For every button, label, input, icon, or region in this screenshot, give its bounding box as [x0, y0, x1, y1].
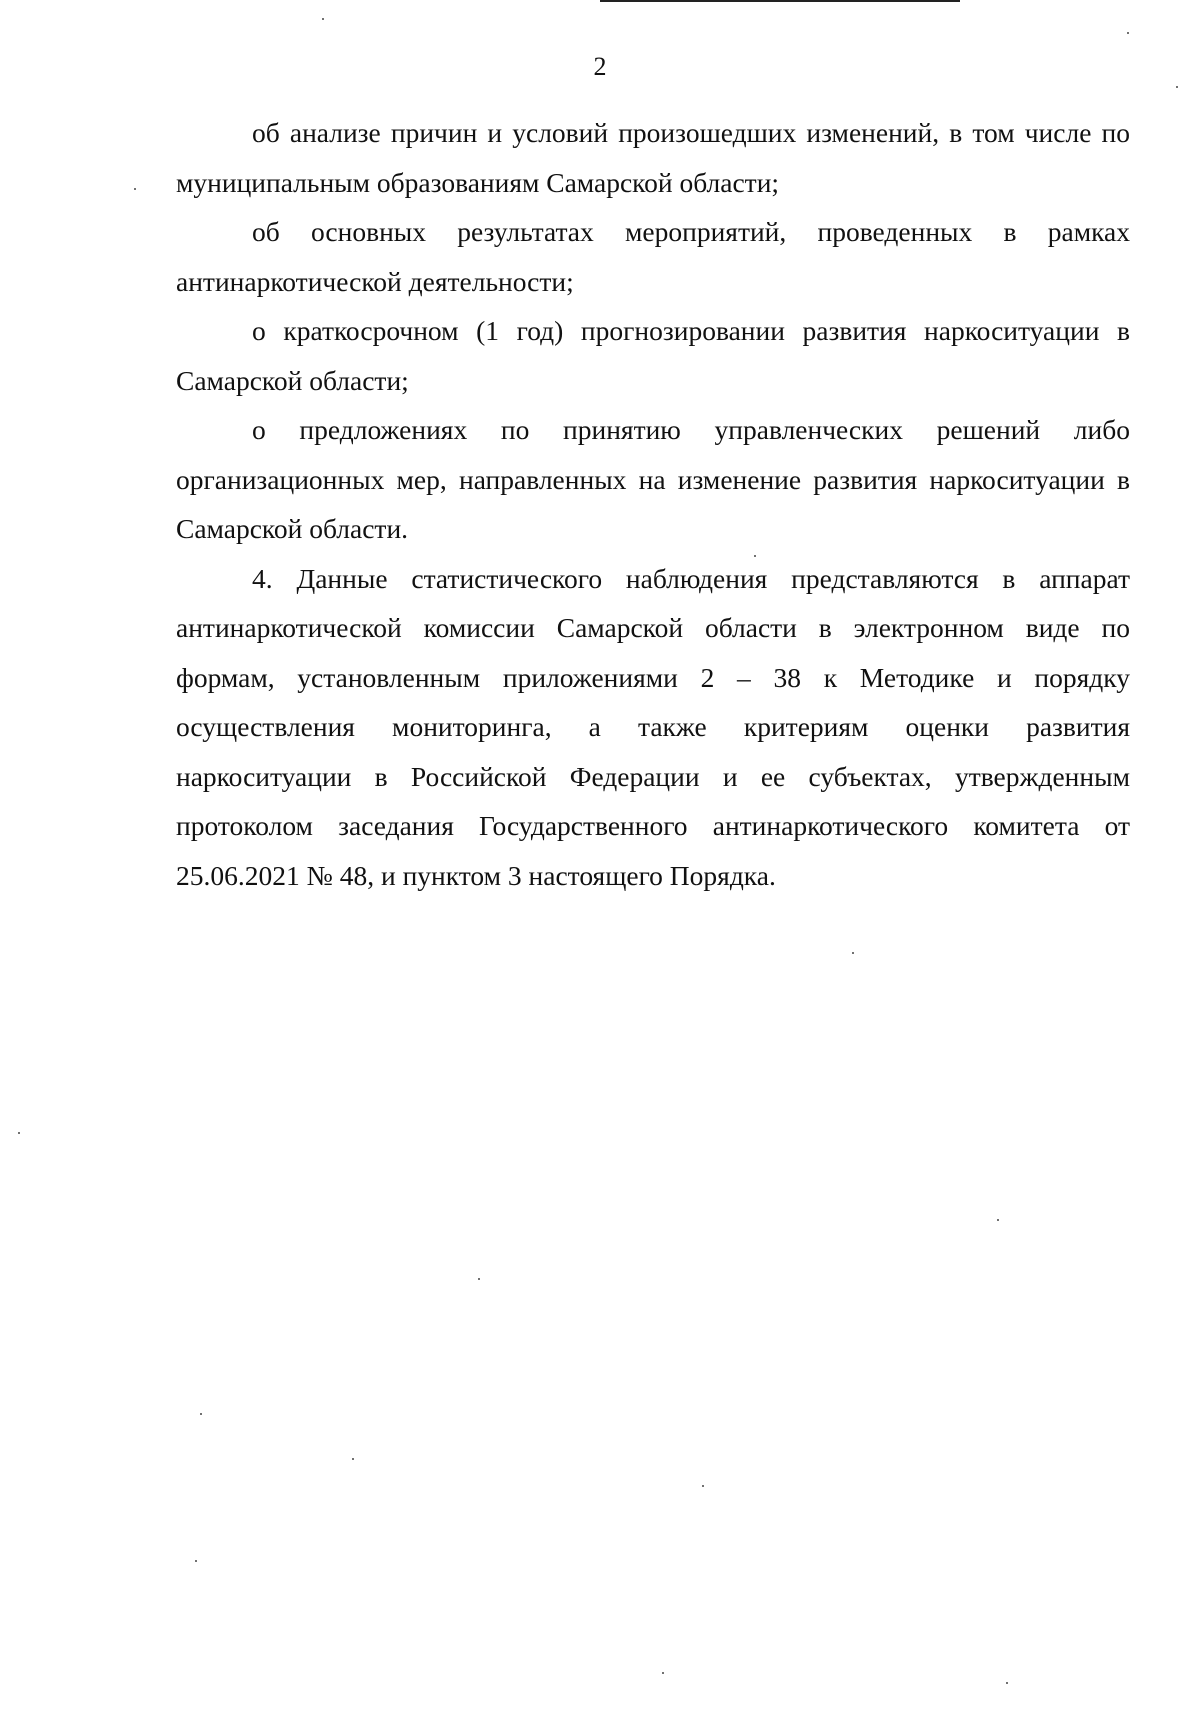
- scan-speck: [1006, 1682, 1008, 1684]
- scan-speck: [1176, 86, 1178, 88]
- paragraph-item-4: 4. Данные статистического наблюдения представляются в аппарат антинаркотической комиссии Самарской области в электронном виде по формам, установленным приложениями 2 – 38 к Методике и порядку осуществления мониторинга, а также критериям оценки развития наркоситуации в Российской Федерации и ее субъектах, утвержденным протоколом заседания Государственного антинаркотического комитета от 25.06.2021 № 48, и пунктом 3 настоящего Порядка.: [176, 562, 1130, 891]
- document-body: [176, 108, 1130, 900]
- paragraph-analysis: об анализе причин и условий произошедших изменений, в том числе по муниципальным образованиям Самарской области;: [176, 117, 1130, 198]
- scan-speck: [322, 18, 324, 20]
- scan-speck: [702, 1485, 704, 1487]
- scan-speck: [134, 188, 136, 190]
- page-number: 2: [593, 52, 607, 81]
- paragraph-results: об основных результатах мероприятий, проведенных в рамках антинаркотической деятельности;: [176, 216, 1130, 297]
- scan-speck: [195, 1560, 197, 1562]
- scan-speck: [1127, 32, 1129, 34]
- scan-speck: [852, 952, 854, 954]
- scan-speck: [478, 1278, 480, 1280]
- scan-speck: [18, 1132, 20, 1134]
- scan-speck: [200, 1413, 202, 1415]
- scan-speck: [754, 555, 756, 557]
- paragraph-proposals: о предложениях по принятию управленческих решений либо организационных мер, направленных на изменение развития наркоситуации в Самарской области.: [176, 414, 1130, 544]
- scan-speck: [997, 1219, 999, 1221]
- top-edge-line: [600, 0, 960, 2]
- paragraph-forecast: о краткосрочном (1 год) прогнозировании развития наркоситуации в Самарской области;: [176, 315, 1130, 396]
- scan-speck: [662, 1672, 664, 1674]
- scan-speck: [352, 1458, 354, 1460]
